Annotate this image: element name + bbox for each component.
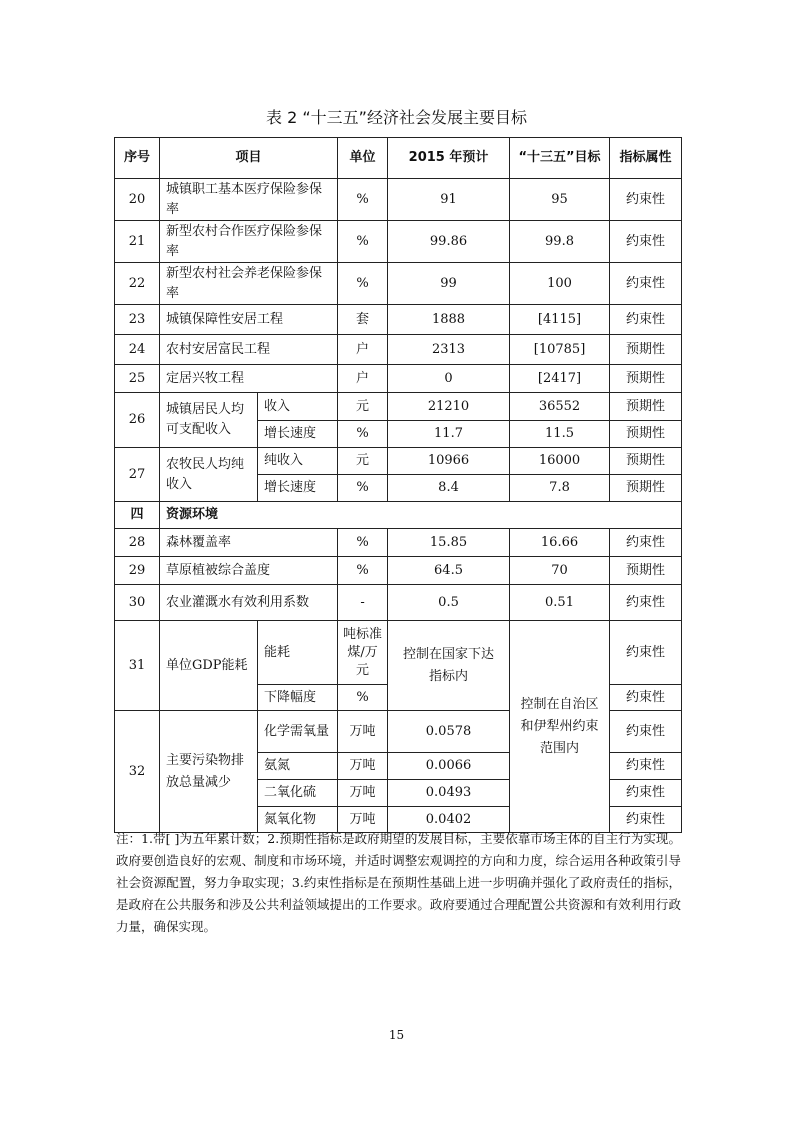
row-subitem: 化学需氧量 xyxy=(258,711,338,753)
row-est: 99 xyxy=(388,263,510,305)
row-est: 0.5 xyxy=(388,585,510,621)
row-est: 0.0493 xyxy=(388,780,510,807)
row-target: 99.8 xyxy=(510,221,610,263)
row-item: 定居兴牧工程 xyxy=(160,365,338,393)
row-subitem: 氨氮 xyxy=(258,753,338,780)
row-unit: 套 xyxy=(338,305,388,335)
row-est: 21210 xyxy=(388,393,510,421)
row-unit: % xyxy=(338,221,388,263)
row-est: 11.7 xyxy=(388,421,510,448)
row-target: 70 xyxy=(510,557,610,585)
row-unit: - xyxy=(338,585,388,621)
row-attr: 约束性 xyxy=(610,585,682,621)
row-target: [4115] xyxy=(510,305,610,335)
row-attr: 约束性 xyxy=(610,263,682,305)
header-item: 项目 xyxy=(160,138,338,179)
header-seq: 序号 xyxy=(115,138,160,179)
table-row xyxy=(115,335,682,365)
row-item: 新型农村社会养老保险参保率 xyxy=(160,263,338,305)
table-row xyxy=(115,448,682,475)
row-unit: 元 xyxy=(338,393,388,421)
row-subitem: 增长速度 xyxy=(258,421,338,448)
table-row xyxy=(115,305,682,335)
row-subitem: 下降幅度 xyxy=(258,685,338,711)
row-est: 0.0066 xyxy=(388,753,510,780)
target-merged: 控制在自治区和伊犁州约束范围内 xyxy=(510,621,610,833)
row-seq: 29 xyxy=(115,557,160,585)
indicator-table xyxy=(114,137,682,833)
row-unit: 万吨 xyxy=(338,780,388,807)
table-row xyxy=(115,221,682,263)
row-unit: % xyxy=(338,263,388,305)
section-seq: 四 xyxy=(115,502,160,529)
header-unit: 单位 xyxy=(338,138,388,179)
row-target: 36552 xyxy=(510,393,610,421)
row-est: 2313 xyxy=(388,335,510,365)
row-attr: 约束性 xyxy=(610,711,682,753)
row-seq: 26 xyxy=(115,393,160,448)
row-attr: 预期性 xyxy=(610,421,682,448)
table-row xyxy=(115,365,682,393)
row-seq: 31 xyxy=(115,621,160,711)
row-target: [2417] xyxy=(510,365,610,393)
row-seq: 28 xyxy=(115,529,160,557)
row-subitem: 能耗 xyxy=(258,621,338,685)
row-item: 农牧民人均纯收入 xyxy=(160,448,258,502)
row-attr: 约束性 xyxy=(610,221,682,263)
table-row xyxy=(115,585,682,621)
row-unit: % xyxy=(338,557,388,585)
row-est: 64.5 xyxy=(388,557,510,585)
row-est: 99.86 xyxy=(388,221,510,263)
row-attr: 约束性 xyxy=(610,780,682,807)
row-est: 0.0402 xyxy=(388,807,510,833)
row-seq: 25 xyxy=(115,365,160,393)
row-item: 主要污染物排放总量减少 xyxy=(160,711,258,833)
header-target: “十三五”目标 xyxy=(510,138,610,179)
header-attr: 指标属性 xyxy=(610,138,682,179)
row-attr: 预期性 xyxy=(610,365,682,393)
row-est: 15.85 xyxy=(388,529,510,557)
row-item: 城镇居民人均可支配收入 xyxy=(160,393,258,448)
row-unit: % xyxy=(338,421,388,448)
row-attr: 预期性 xyxy=(610,448,682,475)
row-seq: 23 xyxy=(115,305,160,335)
row-attr: 约束性 xyxy=(610,179,682,221)
row-attr: 约束性 xyxy=(610,529,682,557)
row-seq: 22 xyxy=(115,263,160,305)
table-row xyxy=(115,263,682,305)
row-attr: 约束性 xyxy=(610,621,682,685)
row-subitem: 纯收入 xyxy=(258,448,338,475)
row-unit: 户 xyxy=(338,365,388,393)
row-seq: 24 xyxy=(115,335,160,365)
row-attr: 约束性 xyxy=(610,685,682,711)
row-unit: % xyxy=(338,475,388,502)
table-row xyxy=(115,621,682,685)
row-seq: 21 xyxy=(115,221,160,263)
row-unit: 户 xyxy=(338,335,388,365)
row-target: 16.66 xyxy=(510,529,610,557)
table-row xyxy=(115,393,682,421)
row-seq: 27 xyxy=(115,448,160,502)
row-item: 草原植被综合盖度 xyxy=(160,557,338,585)
row-unit: % xyxy=(338,179,388,221)
row-attr: 约束性 xyxy=(610,807,682,833)
page-number: 15 xyxy=(388,1028,405,1042)
header-row xyxy=(115,138,682,179)
row-target: 100 xyxy=(510,263,610,305)
section-label: 资源环境 xyxy=(160,502,682,529)
row-item: 城镇保障性安居工程 xyxy=(160,305,338,335)
row-seq: 32 xyxy=(115,711,160,833)
row-unit: % xyxy=(338,529,388,557)
row-unit: 吨标准煤/万元 xyxy=(338,621,388,685)
row-subitem: 增长速度 xyxy=(258,475,338,502)
row-subitem: 氮氧化物 xyxy=(258,807,338,833)
row-target: 95 xyxy=(510,179,610,221)
table-row xyxy=(115,529,682,557)
row-attr: 预期性 xyxy=(610,475,682,502)
row-est: 10966 xyxy=(388,448,510,475)
row-target: 0.51 xyxy=(510,585,610,621)
row-unit: 元 xyxy=(338,448,388,475)
row-attr: 预期性 xyxy=(610,335,682,365)
row-unit: 万吨 xyxy=(338,711,388,753)
table-row xyxy=(115,179,682,221)
row-attr: 预期性 xyxy=(610,557,682,585)
row-item: 城镇职工基本医疗保险参保率 xyxy=(160,179,338,221)
row-target: 7.8 xyxy=(510,475,610,502)
row-est: 8.4 xyxy=(388,475,510,502)
row-item: 森林覆盖率 xyxy=(160,529,338,557)
row-item: 农业灌溉水有效利用系数 xyxy=(160,585,338,621)
row-target: 11.5 xyxy=(510,421,610,448)
section-row xyxy=(115,502,682,529)
row-unit: 万吨 xyxy=(338,807,388,833)
row-attr: 预期性 xyxy=(610,393,682,421)
row-target: 16000 xyxy=(510,448,610,475)
row-est: 0 xyxy=(388,365,510,393)
table-title: 表 2 “十三五”经济社会发展主要目标 xyxy=(266,108,527,127)
row-unit: % xyxy=(338,685,388,711)
row-est-merged: 控制在国家下达指标内 xyxy=(388,621,510,711)
row-seq: 30 xyxy=(115,585,160,621)
row-subitem: 收入 xyxy=(258,393,338,421)
row-est: 1888 xyxy=(388,305,510,335)
row-est: 0.0578 xyxy=(388,711,510,753)
row-item: 农村安居富民工程 xyxy=(160,335,338,365)
table-row xyxy=(115,557,682,585)
row-seq: 20 xyxy=(115,179,160,221)
row-attr: 约束性 xyxy=(610,305,682,335)
row-item: 新型农村合作医疗保险参保率 xyxy=(160,221,338,263)
row-subitem: 二氧化硫 xyxy=(258,780,338,807)
row-item: 单位GDP能耗 xyxy=(160,621,258,711)
row-unit: 万吨 xyxy=(338,753,388,780)
row-attr: 约束性 xyxy=(610,753,682,780)
row-target: [10785] xyxy=(510,335,610,365)
row-est: 91 xyxy=(388,179,510,221)
header-est2015: 2015 年预计 xyxy=(388,138,510,179)
table-note: 注：1.带[ ]为五年累计数；2.预期性指标是政府期望的发展目标，主要依靠市场主体的自主行为实现。政府要创造良好的宏观、制度和市场环境，并适时调整宏观调控的方向和力度，综合运用各种政策引导社会资源配置，努力争取实现；3.约束性指标是在预期性基础上进一步明确并强化了政府责任的指标，是政府在公共服务和涉及公共利益领域提出的工作要求。政府要通过合理配置公共资源和有效利用行政力量，确保实现。 xyxy=(116,831,681,934)
